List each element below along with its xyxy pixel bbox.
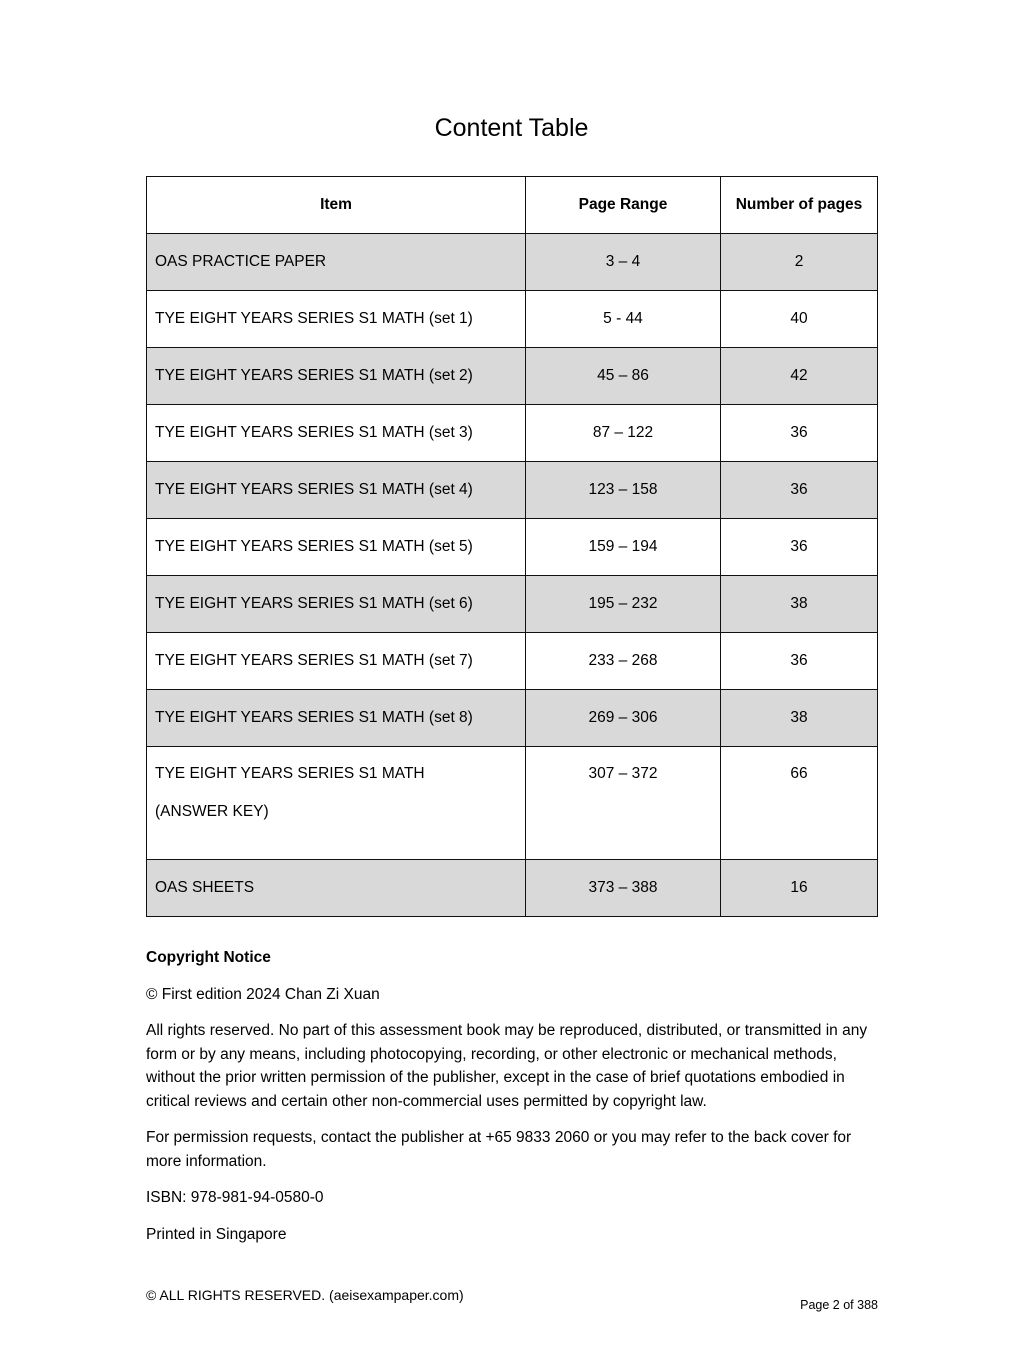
cell-count: 36 — [721, 462, 878, 519]
table-row — [147, 348, 878, 405]
table-row — [147, 234, 878, 291]
table-header-row — [147, 177, 878, 234]
cell-count: 36 — [721, 405, 878, 462]
cell-item: TYE EIGHT YEARS SERIES S1 MATH (set 5) — [147, 519, 526, 576]
cell-count: 42 — [721, 348, 878, 405]
notice-edition: © First edition 2024 Chan Zi Xuan — [146, 985, 380, 1003]
cell-count: 36 — [721, 633, 878, 690]
cell-count: 38 — [721, 690, 878, 747]
table-row — [147, 576, 878, 633]
table-row — [147, 405, 878, 462]
cell-count: 66 — [721, 747, 878, 860]
table-row — [147, 291, 878, 348]
cell-item: TYE EIGHT YEARS SERIES S1 MATH (set 6) — [147, 576, 526, 633]
cell-range: 373 – 388 — [526, 860, 721, 917]
copyright-notice — [146, 946, 886, 1259]
footer-rights: © ALL RIGHTS RESERVED. (aeisexampaper.com) — [146, 1287, 464, 1303]
table-row — [147, 633, 878, 690]
notice-heading: Copyright Notice — [146, 949, 271, 966]
header-item: Item — [147, 177, 526, 234]
cell-range: 45 – 86 — [526, 348, 721, 405]
cell-item: TYE EIGHT YEARS SERIES S1 MATH (set 2) — [147, 348, 526, 405]
header-page-range: Page Range — [526, 177, 721, 234]
cell-item: OAS PRACTICE PAPER — [147, 234, 526, 291]
cell-item: TYE EIGHT YEARS SERIES S1 MATH (set 3) — [147, 405, 526, 462]
cell-range: 87 – 122 — [526, 405, 721, 462]
notice-permission: For permission requests, contact the publisher at +65 9833 2060 or you may refer to the back cover for more information. — [146, 1129, 852, 1170]
cell-item-line2: (ANSWER KEY) — [155, 803, 269, 820]
notice-rights: All rights reserved. No part of this assessment book may be reproduced, distributed, or transmitted in any form or by any means, including photocopying, recording, or other electronic or mechanical methods, without the prior written permission of the publisher, except in the case of brief quotations embodied in critical reviews and certain other non-commercial uses permitted by copyright law. — [146, 1022, 868, 1110]
cell-range: 123 – 158 — [526, 462, 721, 519]
cell-count: 40 — [721, 291, 878, 348]
notice-printed: Printed in Singapore — [146, 1225, 287, 1243]
page-title: Content Table — [434, 114, 589, 142]
cell-item: TYE EIGHT YEARS SERIES S1 MATH (set 4) — [147, 462, 526, 519]
cell-count: 36 — [721, 519, 878, 576]
cell-count: 38 — [721, 576, 878, 633]
cell-item: TYE EIGHT YEARS SERIES S1 MATH (set 8) — [147, 690, 526, 747]
table-row — [147, 690, 878, 747]
cell-item — [147, 747, 526, 860]
cell-range: 269 – 306 — [526, 690, 721, 747]
cell-range: 233 – 268 — [526, 633, 721, 690]
header-number-of-pages: Number of pages — [721, 177, 878, 234]
table-row — [147, 747, 878, 860]
cell-item: OAS SHEETS — [147, 860, 526, 917]
page-number: Page 2 of 388 — [800, 1298, 878, 1312]
cell-item-line1: TYE EIGHT YEARS SERIES S1 MATH — [155, 765, 425, 782]
cell-count: 2 — [721, 234, 878, 291]
content-table — [146, 176, 878, 917]
cell-count: 16 — [721, 860, 878, 917]
notice-isbn: ISBN: 978-981-94-0580-0 — [146, 1189, 324, 1206]
table-row — [147, 860, 878, 917]
cell-range: 3 – 4 — [526, 234, 721, 291]
cell-range: 307 – 372 — [526, 747, 721, 860]
cell-range: 5 - 44 — [526, 291, 721, 348]
cell-item: TYE EIGHT YEARS SERIES S1 MATH (set 7) — [147, 633, 526, 690]
table-row — [147, 519, 878, 576]
cell-range: 159 – 194 — [526, 519, 721, 576]
table-row — [147, 462, 878, 519]
cell-range: 195 – 232 — [526, 576, 721, 633]
cell-item: TYE EIGHT YEARS SERIES S1 MATH (set 1) — [147, 291, 526, 348]
